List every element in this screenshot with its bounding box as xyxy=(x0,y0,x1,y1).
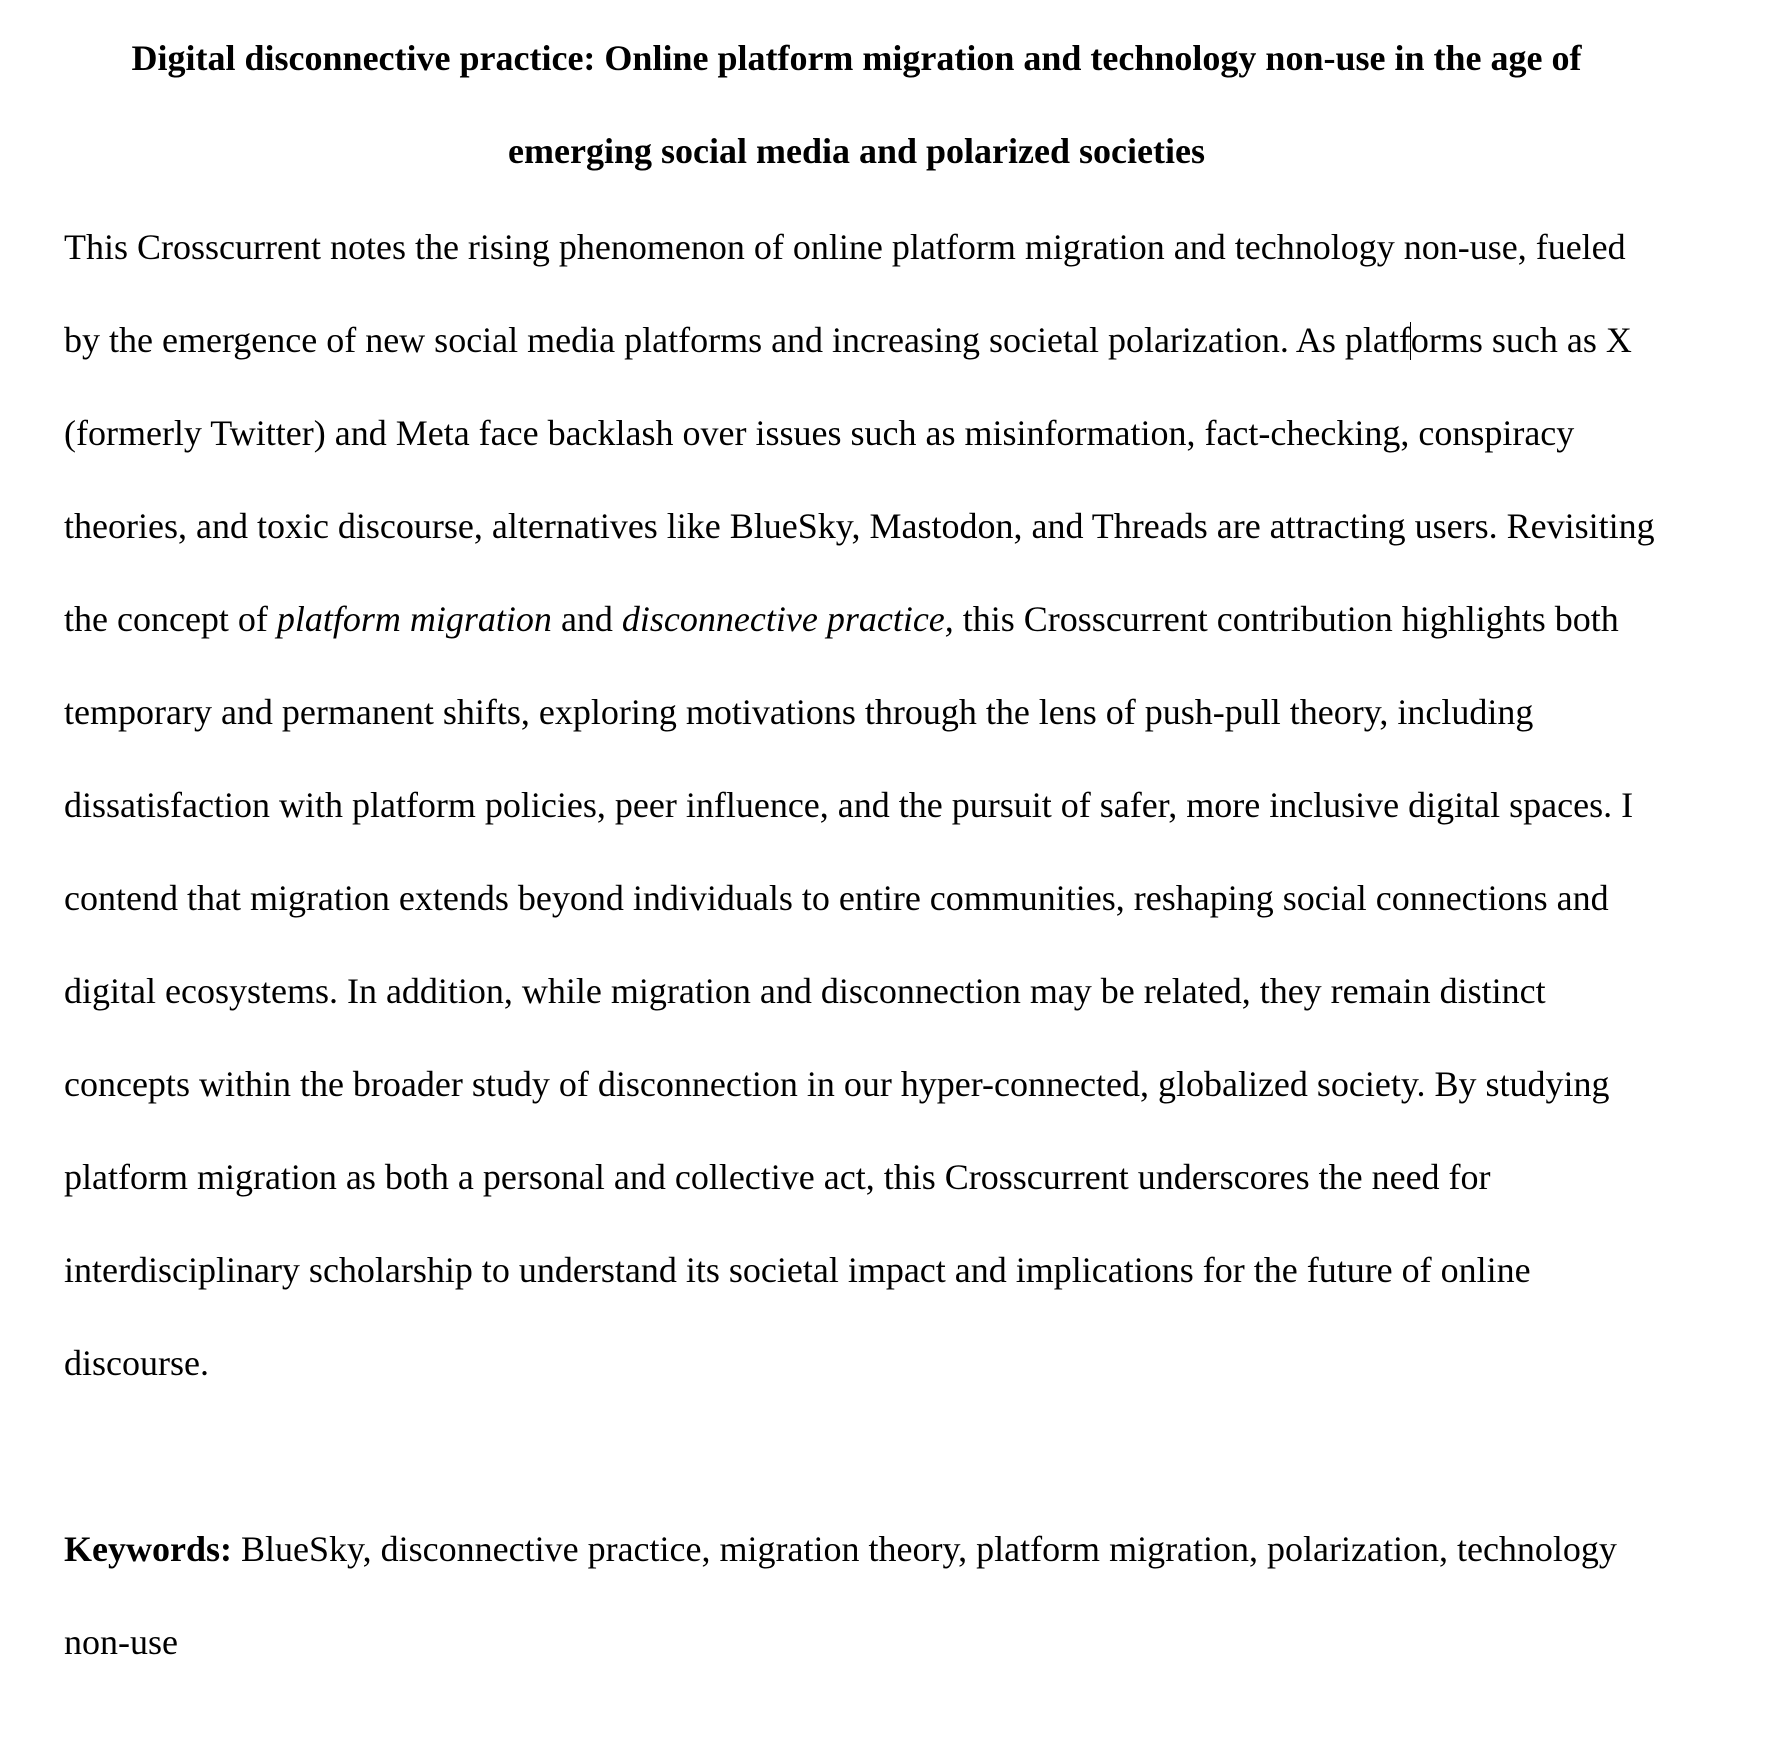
abstract-text-1: This Crosscurrent notes the rising phenomenon of online platform migration and technology non-use, fueled by the emergence of new social media platforms and increasing societal polarization. As platf xyxy=(64,227,1626,360)
abstract-text-3: and xyxy=(551,599,622,639)
abstract-paragraph[interactable] xyxy=(64,201,1664,1410)
document-title: Digital disconnective practice: Online platform migration and technology non-use in the age of emerging social media and polarized societies xyxy=(131,38,1582,171)
term-platform-migration: platform migration xyxy=(276,599,552,639)
keywords-list: BlueSky, disconnective practice, migration theory, platform migration, polarization, technology non-use xyxy=(64,1529,1617,1662)
term-disconnective-practice: disconnective practice, xyxy=(621,599,954,639)
document-page xyxy=(64,0,1664,1689)
keywords-label: Keywords: xyxy=(64,1529,232,1569)
abstract-text-2: orms such as X (formerly Twitter) and Meta face backlash over issues such as misinformation, fact-checking, conspiracy theories, and toxic discourse, alternatives like BlueSky, Mastodon, and Threads are attracting users. Revisiting the concept of xyxy=(64,320,1655,639)
abstract-text-4: this Crosscurrent contribution highlights both temporary and permanent shifts, exploring motivations through the lens of push-pull theory, including dissatisfaction with platform policies, peer influence, and the pursuit of safer, more inclusive digital spaces. I contend that migration extends beyond individuals to entire communities, reshaping social connections and digital ecosystems. In addition, while migration and disconnection may be related, they remain distinct concepts within the broader study of disconnection in our hyper-connected, globalized society. By studying platform migration as both a personal and collective act, this Crosscurrent underscores the need for interdisciplinary scholarship to understand its societal impact and implications for the future of online discourse. xyxy=(64,599,1634,1383)
keywords-paragraph[interactable] xyxy=(64,1503,1664,1689)
